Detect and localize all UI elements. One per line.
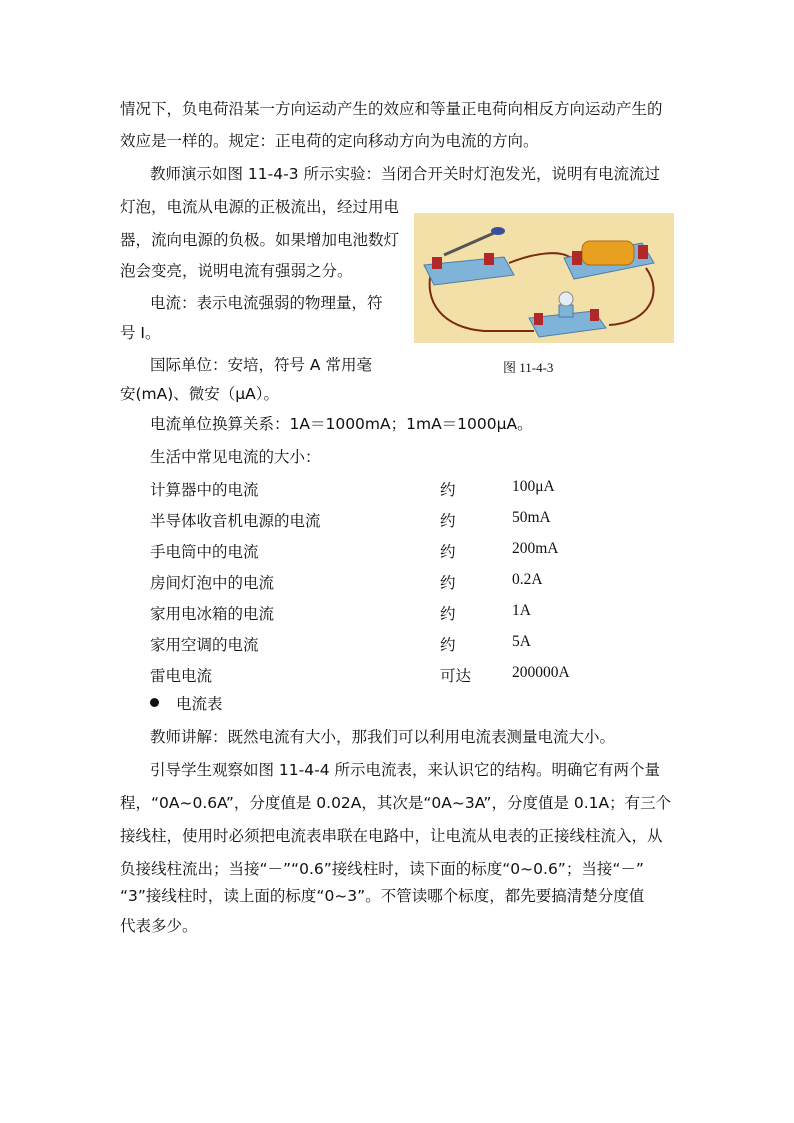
table-cell-value: 50mA (512, 509, 551, 526)
paragraph-line: 教师讲解：既然电流有大小，那我们可以利用电流表测量电流大小。 (150, 728, 616, 746)
table-cell-qual: 约 (440, 512, 456, 530)
paragraph-line: 安(mA)、微安（μA）。 (120, 385, 280, 403)
table-row (150, 633, 670, 655)
table-row (150, 602, 670, 624)
table-cell-qual: 可达 (440, 667, 472, 685)
table-cell-item: 家用空调的电流 (150, 636, 259, 654)
paragraph-line: 电流：表示电流强弱的物理量，符 (150, 294, 383, 312)
paragraph-line: 号 I。 (120, 324, 161, 342)
table-cell-item: 计算器中的电流 (150, 481, 259, 499)
bullet-icon (150, 698, 159, 707)
table-row (150, 509, 670, 531)
paragraph-line: 灯泡，电流从电源的正极流出，经过用电 (120, 198, 400, 216)
paragraph-line: 代表多少。 (120, 917, 198, 935)
paragraph-line: 国际单位：安培，符号 A 常用毫 (150, 356, 372, 374)
table-cell-item: 手电筒中的电流 (150, 543, 259, 561)
table-cell-qual: 约 (440, 574, 456, 592)
table-cell-item: 雷电电流 (150, 667, 213, 685)
section-heading: 电流表 (176, 695, 223, 713)
paragraph-line: 泡会变亮，说明电流有强弱之分。 (120, 262, 353, 280)
paragraph-line: 接线柱，使用时必须把电流表串联在电路中，让电流从电表的正接线柱流入，从 (120, 827, 663, 845)
table-cell-value: 5A (512, 633, 531, 650)
table-cell-item: 家用电冰箱的电流 (150, 605, 275, 623)
paragraph-line: “3”接线柱时，读上面的标度“0~3”。不管读哪个标度，都先要搞清楚分度值 (120, 887, 645, 905)
paragraph-line: 引导学生观察如图 11-4-4 所示电流表，来认识它的结构。明确它有两个量 (150, 761, 660, 779)
table-cell-qual: 约 (440, 543, 456, 561)
table-cell-value: 0.2A (512, 571, 543, 588)
table-cell-value: 200000A (512, 664, 570, 681)
paragraph-line: 教师演示如图 11-4-3 所示实验：当闭合开关时灯泡发光，说明有电流流过 (150, 165, 660, 183)
circuit-illustration (414, 213, 674, 343)
table-cell-qual: 约 (440, 481, 456, 499)
table-row (150, 664, 670, 686)
paragraph-line: 器，流向电源的负极。如果增加电池数灯 (120, 231, 400, 249)
paragraph-line: 生活中常见电流的大小： (150, 448, 321, 466)
paragraph-line: 程，“0A~0.6A”，分度值是 0.02A，其次是“0A~3A”，分度值是 0.1A；有三个 (120, 794, 672, 812)
paragraph-line: 电流单位换算关系：1A＝1000mA；1mA＝1000μA。 (150, 415, 533, 433)
table-row (150, 478, 670, 500)
table-cell-item: 房间灯泡中的电流 (150, 574, 275, 592)
paragraph-line: 情况下，负电荷沿某一方向运动产生的效应和等量正电荷向相反方向运动产生的 (120, 100, 663, 118)
paragraph-line: 负接线柱流出；当接“－”“0.6”接线柱时，读下面的标度“0~0.6”；当接“－” (120, 860, 644, 878)
table-cell-value: 100μA (512, 478, 555, 495)
table-cell-value: 1A (512, 602, 531, 619)
circuit-figure (414, 213, 674, 343)
paragraph-line: 效应是一样的。规定：正电荷的定向移动方向为电流的方向。 (120, 132, 539, 150)
table-cell-qual: 约 (440, 636, 456, 654)
figure-caption: 图 11-4-3 (503, 360, 554, 375)
table-row (150, 571, 670, 593)
table-cell-item: 半导体收音机电源的电流 (150, 512, 321, 530)
table-cell-qual: 约 (440, 605, 456, 623)
table-cell-value: 200mA (512, 540, 559, 557)
table-row (150, 540, 670, 562)
